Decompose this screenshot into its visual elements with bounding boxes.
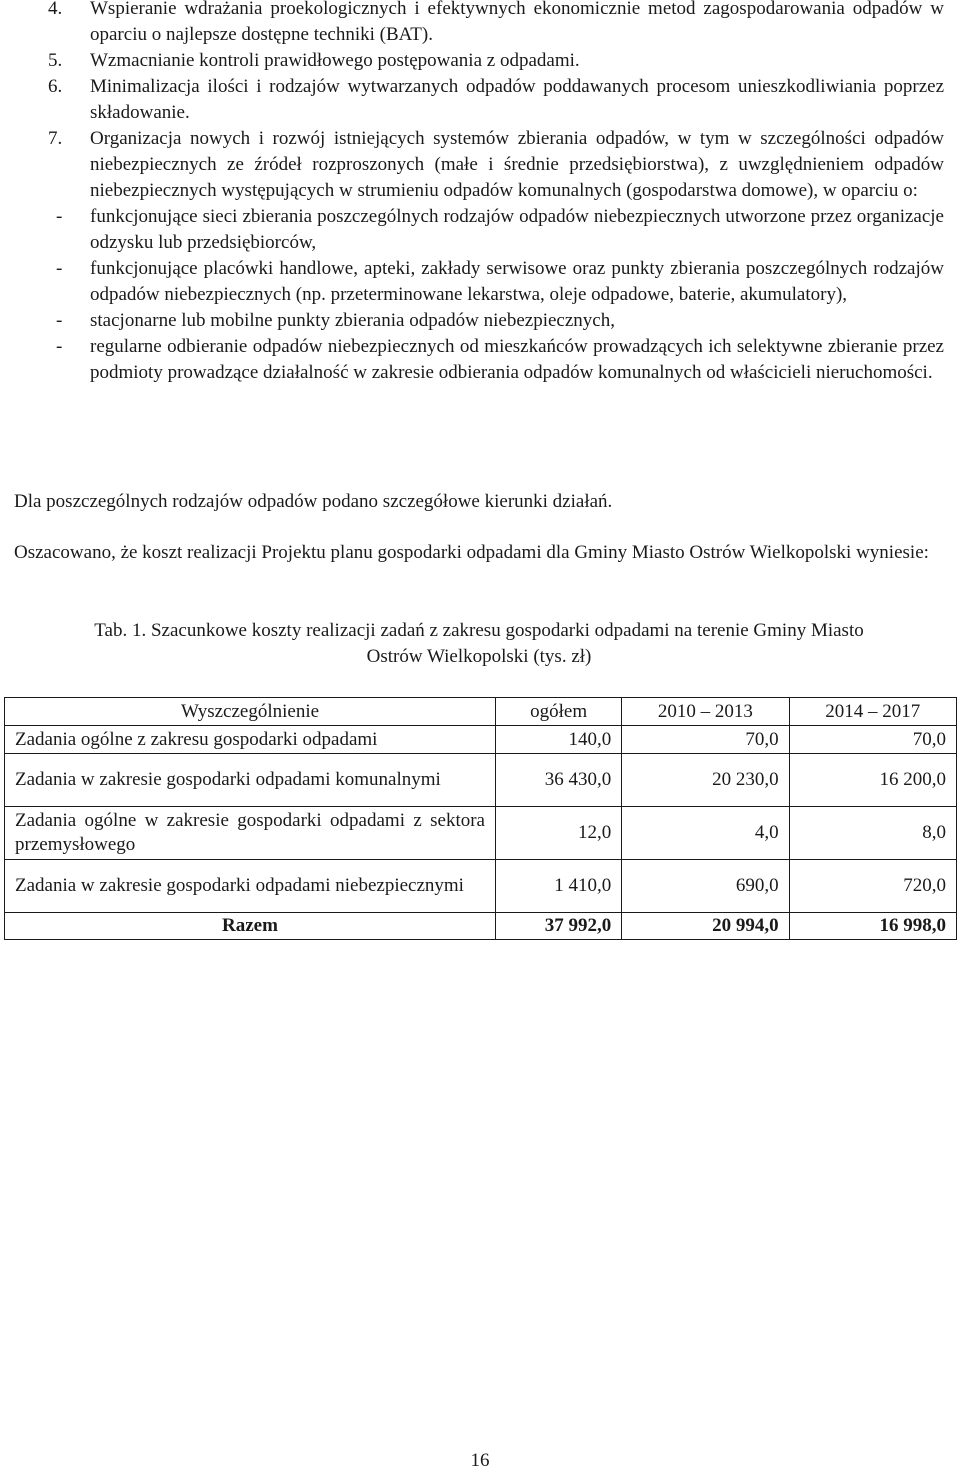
- list-item-number: 7.: [48, 128, 63, 149]
- row-period-1: 4,0: [622, 807, 789, 860]
- list-item-number: 6.: [48, 76, 63, 97]
- list-item: [48, 0, 944, 48]
- objectives-list: [48, 0, 944, 386]
- column-header-period-2: 2014 – 2017: [789, 698, 956, 726]
- row-total: 12,0: [496, 807, 622, 860]
- list-item-text: Wzmacnianie kontroli prawidłowego postępowania z odpadami.: [90, 50, 580, 71]
- column-header-description: Wyszczególnienie: [5, 698, 496, 726]
- table-total-row: [5, 913, 957, 940]
- row-period-2: 720,0: [789, 860, 956, 913]
- sub-list-dash: -: [56, 258, 63, 279]
- row-period-1: 70,0: [622, 726, 789, 754]
- list-item-number: 4.: [48, 0, 63, 19]
- paragraph-cost-estimate: Oszacowano, że koszt realizacji Projektu planu gospodarki odpadami dla Gminy Miasto Ostrów Wielkopolski wyniesie:: [14, 542, 929, 563]
- list-item: [48, 126, 944, 386]
- row-total: 36 430,0: [496, 754, 622, 807]
- list-item-text: Minimalizacja ilości i rodzajów wytwarzanych odpadów poddawanych procesom unieszkodliwiania poprzez składowanie.: [90, 76, 944, 123]
- list-item: [48, 48, 944, 74]
- row-label: Zadania ogólne w zakresie gospodarki odpadami z sektora przemysłowego: [5, 807, 496, 860]
- row-period-1: 690,0: [622, 860, 789, 913]
- table-row: [5, 754, 957, 807]
- sub-list-text: stacjonarne lub mobilne punkty zbierania odpadów niebezpiecznych,: [90, 310, 615, 331]
- table-row: [5, 860, 957, 913]
- sub-list-dash: -: [56, 206, 63, 227]
- row-total: 140,0: [496, 726, 622, 754]
- list-item-number: 5.: [48, 50, 63, 71]
- table-caption-line1: Tab. 1. Szacunkowe koszty realizacji zadań z zakresu gospodarki odpadami na terenie Gminy Miasto: [94, 620, 864, 641]
- table-header-row: [5, 698, 957, 726]
- page-number: 16: [470, 1450, 490, 1471]
- sub-list-text: funkcjonujące placówki handlowe, apteki, zakłady serwisowe oraz punkty zbierania poszczególnych rodzajów odpadów niebezpiecznych (np. przeterminowane lekarstwa, oleje odpadowe, baterie, akumulatory),: [90, 258, 944, 305]
- sub-list-dash: -: [56, 310, 63, 331]
- column-header-total: ogółem: [496, 698, 622, 726]
- cost-table: [4, 697, 957, 940]
- total-label: Razem: [5, 913, 496, 940]
- total-period-1: 20 994,0: [622, 913, 789, 940]
- row-period-2: 16 200,0: [789, 754, 956, 807]
- row-total: 1 410,0: [496, 860, 622, 913]
- sub-list-dash: -: [56, 336, 63, 357]
- row-label: Zadania ogólne z zakresu gospodarki odpadami: [5, 726, 496, 754]
- sub-list-text: regularne odbieranie odpadów niebezpiecznych od mieszkańców prowadzących ich selektywne zbieranie przez podmioty prowadzące działalność w zakresie odbierania odpadów komunalnych od właścicieli nieruchomości.: [90, 336, 944, 383]
- sub-list: [56, 204, 944, 386]
- total-period-2: 16 998,0: [789, 913, 956, 940]
- row-label: Zadania w zakresie gospodarki odpadami komunalnymi: [5, 754, 496, 807]
- table-row: [5, 807, 957, 860]
- row-period-2: 8,0: [789, 807, 956, 860]
- total-overall: 37 992,0: [496, 913, 622, 940]
- sub-list-item: [56, 308, 944, 334]
- list-item-text: Organizacja nowych i rozwój istniejących systemów zbierania odpadów, w tym w szczególności odpadów niebezpiecznych ze źródeł rozproszonych (małe i średnie przedsiębiorstwa), z uwzględnieniem odpadów niebezpiecznych występujących w strumieniu odpadów komunalnych (gospodarstwa domowe), w oparciu o:: [90, 128, 944, 201]
- row-period-2: 70,0: [789, 726, 956, 754]
- sub-list-text: funkcjonujące sieci zbierania poszczególnych rodzajów odpadów niebezpiecznych utworzone przez organizacje odzysku lub przedsiębiorców,: [90, 206, 944, 253]
- row-period-1: 20 230,0: [622, 754, 789, 807]
- paragraph-directions: Dla poszczególnych rodzajów odpadów podano szczegółowe kierunki działań.: [14, 491, 613, 512]
- table-row: [5, 726, 957, 754]
- list-item: [48, 74, 944, 126]
- sub-list-item: [56, 256, 944, 308]
- sub-list-item: [56, 334, 944, 386]
- sub-list-item: [56, 204, 944, 256]
- list-item-text: Wspieranie wdrażania proekologicznych i efektywnych ekonomicznie metod zagospodarowania odpadów w oparciu o najlepsze dostępne techniki (BAT).: [90, 0, 944, 45]
- table-caption-line2: Ostrów Wielkopolski (tys. zł): [366, 646, 592, 667]
- row-label: Zadania w zakresie gospodarki odpadami niebezpiecznymi: [5, 860, 496, 913]
- column-header-period-1: 2010 – 2013: [622, 698, 789, 726]
